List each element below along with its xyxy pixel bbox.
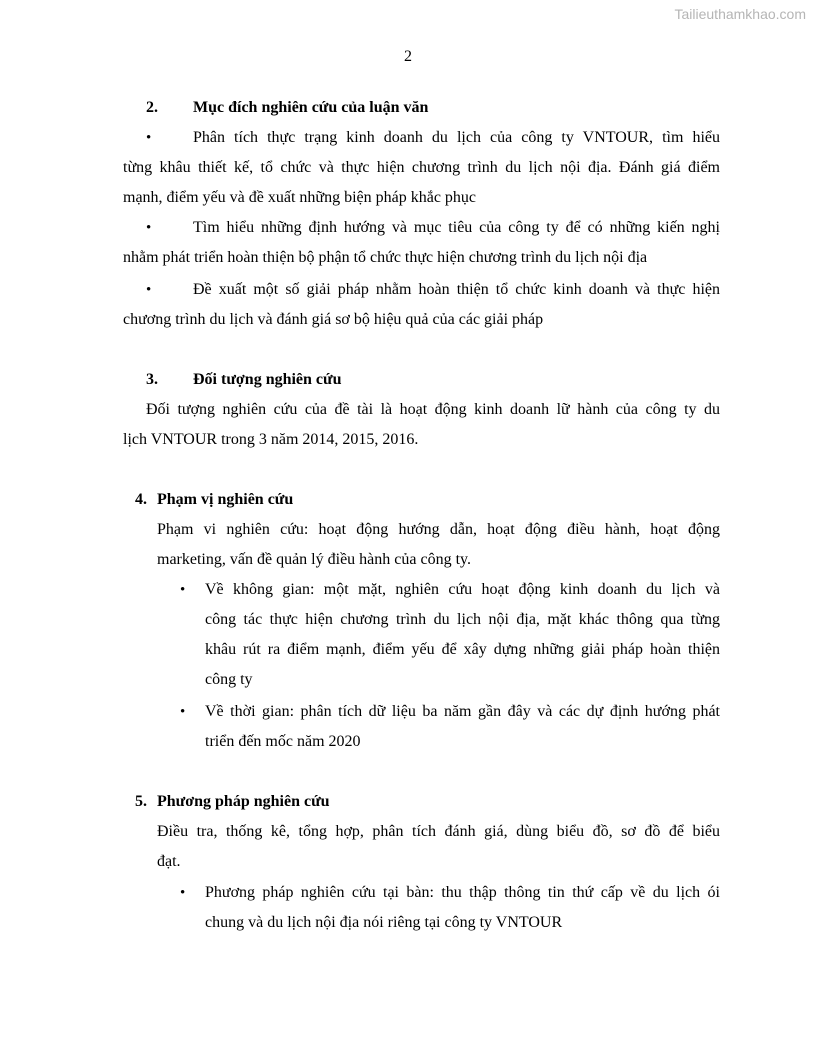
section-4-title: Phạm vị nghiên cứu	[157, 491, 294, 508]
s4-b1-line-1: Về không gian: một mặt, nghiên cứu hoạt động kinh doanh du lịch và	[205, 581, 720, 598]
s5-paragraph-line-1: Điều tra, thống kê, tổng hợp, phân tích đánh giá, dùng biểu đồ, sơ đồ để biểu	[157, 823, 720, 840]
bullet-icon: •	[146, 220, 152, 236]
s4-b2-line-2: triển đến mốc năm 2020	[205, 733, 361, 750]
s4-paragraph-line-2: marketing, vấn đề quản lý điều hành của công ty.	[157, 551, 471, 568]
s2-b1-line-1: Phân tích thực trạng kinh doanh du lịch của công ty VNTOUR, tìm hiểu	[193, 129, 720, 146]
s3-paragraph-line-1: Đối tượng nghiên cứu của đề tài là hoạt động kinh doanh lữ hành của công ty du	[146, 401, 720, 418]
bullet-icon: •	[180, 885, 186, 901]
s4-b1-line-3: khâu rút ra điểm mạnh, điểm yếu để xây dựng những giải pháp hoàn thiện	[205, 641, 720, 658]
section-2-number: 2.	[146, 99, 158, 116]
s2-b1-line-2: từng khâu thiết kế, tổ chức và thực hiện chương trình du lịch nội địa. Đánh giá điểm	[123, 159, 720, 176]
s5-paragraph-line-2: đạt.	[157, 853, 181, 870]
s4-b1-line-4: công ty	[205, 671, 253, 688]
s5-b1-line-2: chung và du lịch nội địa nói riêng tại công ty VNTOUR	[205, 914, 563, 931]
s4-paragraph-line-1: Phạm vi nghiên cứu: hoạt động hướng dẫn, hoạt động điều hành, hoạt động	[157, 521, 720, 538]
s4-b1-line-2: công tác thực hiện chương trình du lịch nội địa, mặt khác thông qua từng	[205, 611, 720, 628]
section-3-number: 3.	[146, 371, 158, 388]
bullet-icon: •	[180, 704, 186, 720]
s5-b1-line-1: Phương pháp nghiên cứu tại bàn: thu thập thông tin thứ cấp về du lịch ói	[205, 884, 720, 901]
s2-b2-line-1: Tìm hiểu những định hướng và mục tiêu của công ty để có những kiến nghị	[193, 219, 720, 236]
section-5-title: Phương pháp nghiên cứu	[157, 793, 330, 810]
bullet-icon: •	[146, 130, 152, 146]
watermark: Tailieuthamkhao.com	[674, 6, 806, 22]
section-4-number: 4.	[135, 491, 147, 508]
s2-b1-line-3: mạnh, điểm yếu và đề xuất những biện pháp khắc phục	[123, 189, 477, 206]
page-number: 2	[404, 48, 412, 65]
s3-paragraph-line-2: lịch VNTOUR trong 3 năm 2014, 2015, 2016.	[123, 431, 419, 448]
bullet-icon: •	[146, 282, 152, 298]
s2-b3-line-1: Đề xuất một số giải pháp nhằm hoàn thiện tổ chức kinh doanh và thực hiện	[193, 281, 720, 298]
section-2-title: Mục đích nghiên cứu của luận văn	[193, 99, 429, 116]
section-5-number: 5.	[135, 793, 147, 810]
s2-b3-line-2: chương trình du lịch và đánh giá sơ bộ hiệu quả của các giải pháp	[123, 311, 544, 328]
s4-b2-line-1: Về thời gian: phân tích dữ liệu ba năm gần đây và các dự định hướng phát	[205, 703, 720, 720]
s2-b2-line-2: nhằm phát triển hoàn thiện bộ phận tổ chức thực hiện chương trình du lịch nội địa	[123, 249, 648, 266]
bullet-icon: •	[180, 582, 186, 598]
section-3-title: Đối tượng nghiên cứu	[193, 371, 342, 388]
